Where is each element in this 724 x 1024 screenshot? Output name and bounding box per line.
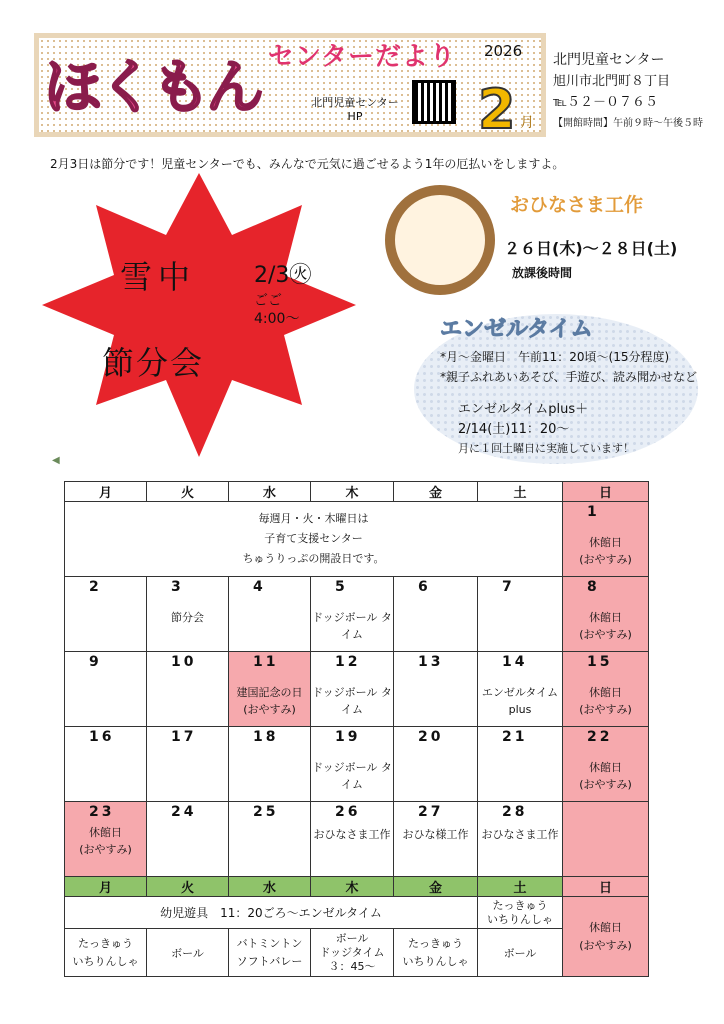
day-cell [478, 577, 563, 652]
header-thu: 木 [311, 482, 394, 502]
day-event: 建国記念の日(おやすみ) [236, 686, 303, 716]
triangle-icon: ◀ [52, 455, 60, 466]
day-number: 6 [418, 579, 431, 595]
day-number: 24 [171, 804, 197, 820]
day-cell [478, 802, 563, 877]
header-wed: 水 [229, 482, 311, 502]
event-time-value: 4:00～ [254, 311, 300, 327]
schedule-item [478, 929, 563, 977]
closed-label [65, 824, 146, 858]
schedule-line: ソフトバレー [236, 954, 303, 968]
day-event: おひなさま工作 [313, 828, 391, 841]
hina-title: おひなさま工作 [510, 194, 644, 216]
closed-line: 休館日 [589, 536, 622, 549]
schedule-header-sat: 土 [478, 877, 563, 897]
schedule-line: たっきゅう [78, 936, 133, 950]
day-number: 27 [418, 804, 444, 820]
schedule-header-sun: 日 [563, 877, 649, 897]
day-event: ドッジボール タイム [312, 611, 392, 641]
calendar-week-4 [65, 802, 649, 877]
closed-label [563, 684, 648, 718]
day-number: 23 [89, 804, 115, 820]
closed-line: (おやすみ) [579, 703, 632, 716]
day-number: 28 [502, 804, 528, 820]
schedule-line: ボール [335, 931, 369, 945]
day-event: ドッジボール タイム [312, 686, 392, 716]
schedule-header-tue: 火 [147, 877, 229, 897]
header-mon: 月 [65, 482, 147, 502]
day-cell [229, 577, 311, 652]
day-cell [478, 727, 563, 802]
schedule-sunday [563, 897, 649, 977]
event-time-label: ごご [254, 293, 282, 309]
day-number: 19 [335, 729, 361, 745]
schedule-line: たっきゅう [492, 898, 548, 912]
day-number: 1 [587, 504, 600, 520]
center-name: 北門児童センター [553, 52, 665, 68]
schedule-item [229, 929, 311, 977]
day-cell [65, 652, 147, 727]
day-number: 26 [335, 804, 361, 820]
schedule-item [394, 929, 478, 977]
hp-label: 北門児童センター HP [311, 96, 399, 123]
center-info [553, 50, 703, 134]
day-cell [394, 802, 478, 877]
schedule-saturday-top [478, 897, 563, 929]
header-tue: 火 [147, 482, 229, 502]
calendar-week-3 [65, 727, 649, 802]
closed-line: (おやすみ) [579, 938, 632, 952]
closed-line: 休館日 [89, 826, 122, 839]
center-hours: 【開館時間】午前９時～午後５時 [553, 118, 703, 129]
month: 2 [478, 78, 516, 141]
day-number: 3 [171, 579, 184, 595]
schedule-header-fri: 金 [394, 877, 478, 897]
schedule-line: いちりんしゃ [402, 954, 469, 968]
day-cell [147, 577, 229, 652]
day-number: 16 [89, 729, 115, 745]
closed-label [563, 609, 648, 643]
angel-line-2: *親子ふれあいあそび、手遊び、読み聞かせなど [440, 370, 698, 384]
calendar-header-row [65, 482, 649, 502]
newsletter-title: センターだより [268, 42, 456, 72]
day-cell [229, 652, 311, 727]
day-cell [563, 577, 649, 652]
day-cell [65, 727, 147, 802]
logo: ほくもん [44, 53, 261, 121]
schedule-header-row [65, 877, 649, 897]
day-event: おひな様工作 [402, 828, 469, 841]
angel-note: 月に１回土曜日に実施しています！ [458, 442, 634, 455]
schedule-line: いちりんしゃ [487, 912, 553, 926]
closed-line: (おやすみ) [579, 628, 632, 641]
day-number: 21 [502, 729, 528, 745]
schedule-line: ボール [171, 946, 204, 960]
day-cell [311, 577, 394, 652]
event-name: 雪中 [120, 258, 197, 296]
day-number: 7 [502, 579, 515, 595]
schedule-line: いちりんしゃ [72, 954, 139, 968]
schedule-header-thu: 木 [311, 877, 394, 897]
closed-label [563, 534, 648, 568]
day-number: 15 [587, 654, 613, 670]
event-name-2: 節分会 [102, 344, 205, 382]
hina-doll-illustration [385, 185, 495, 295]
schedule-item [65, 929, 147, 977]
year: 2026 [484, 42, 523, 60]
header-fri: 金 [394, 482, 478, 502]
closed-line: 休館日 [589, 611, 622, 624]
hina-sub: 放課後時間 [512, 266, 573, 280]
day-number: 12 [335, 654, 361, 670]
schedule-item [311, 929, 394, 977]
schedule-line: ３：45～ [328, 959, 376, 973]
center-tel: ℡５２－０７６５ [553, 95, 658, 110]
day-cell [478, 652, 563, 727]
schedule-line: ボール [503, 946, 537, 960]
day-cell [394, 652, 478, 727]
day-cell [229, 802, 311, 877]
day-number: 17 [171, 729, 197, 745]
day-cell [147, 727, 229, 802]
center-address: 旭川市北門町８丁目 [553, 74, 671, 89]
day-number: 4 [253, 579, 266, 595]
tulip-note-line: 毎週月・火・木曜日は [258, 512, 369, 525]
event-date: 2/3㊋ [254, 263, 312, 288]
day-event: おひなさま工作 [481, 828, 559, 841]
day-number: 11 [253, 654, 279, 670]
header-sat: 土 [478, 482, 563, 502]
angel-title: エンゼルタイム [440, 317, 593, 342]
day-event: エンゼルタイム plus [481, 686, 559, 716]
calendar-week-1 [65, 577, 649, 652]
day-number: 5 [335, 579, 348, 595]
schedule-items-row [65, 929, 649, 977]
schedule-item [147, 929, 229, 977]
month-suffix: 月 [520, 115, 534, 131]
angel-plus-time: 2/14(土)11：20～ [458, 422, 570, 437]
day-cell [563, 652, 649, 727]
day-cell [311, 727, 394, 802]
closed-line: 休館日 [589, 761, 622, 774]
day-number: 25 [253, 804, 279, 820]
header-sun: 日 [563, 482, 649, 502]
closed-line: (おやすみ) [579, 553, 632, 566]
day-cell [147, 802, 229, 877]
day-number: 20 [418, 729, 444, 745]
closed-line: 休館日 [589, 920, 622, 934]
schedule-morning: 幼児遊具 11：20ごろ～エンゼルタイム [65, 897, 478, 929]
schedule-morning-row [65, 897, 649, 929]
calendar-week-0 [65, 502, 649, 577]
angel-plus: エンゼルタイムplus＋ [458, 402, 589, 417]
qr-code[interactable] [412, 80, 456, 124]
event-time [254, 292, 299, 328]
closed-line: (おやすみ) [579, 778, 632, 791]
calendar-table [64, 481, 649, 977]
day-cell [311, 802, 394, 877]
schedule-line: ドッジタイム [319, 945, 385, 959]
schedule-header-mon: 月 [65, 877, 147, 897]
day-cell [563, 502, 649, 577]
day-number: 18 [253, 729, 279, 745]
event-star-shape [34, 165, 364, 465]
day-number: 22 [587, 729, 613, 745]
closed-line: (おやすみ) [79, 843, 132, 856]
intro-text: 2月3日は節分です！児童センターでも、みんなで元気に過ごせるよう1年の厄払いをしますよ。 [50, 157, 565, 171]
tulip-note-line: 子育て支援センター [264, 532, 363, 545]
calendar-week-2 [65, 652, 649, 727]
day-cell [147, 652, 229, 727]
day-cell [229, 727, 311, 802]
closed-line: 休館日 [589, 686, 622, 699]
day-cell [311, 652, 394, 727]
tulip-note [65, 502, 563, 577]
hina-date: ２６日(木)～２８日(土) [504, 239, 678, 258]
closed-label [563, 759, 648, 793]
day-event: 節分会 [171, 611, 204, 624]
day-cell [65, 802, 147, 877]
tulip-note-line: ちゅうりっぷの開設日です。 [242, 552, 385, 565]
day-number: 14 [502, 654, 528, 670]
angel-line-1: *月～金曜日 午前11：20頃～(15分程度) [440, 350, 670, 364]
day-event: ドッジボール タイム [312, 761, 392, 791]
schedule-line: たっきゅう [408, 936, 463, 950]
schedule-line: バトミントン [236, 936, 303, 950]
day-number: 10 [171, 654, 197, 670]
day-cell [563, 727, 649, 802]
day-number: 2 [89, 579, 102, 595]
day-number: 9 [89, 654, 102, 670]
day-cell [394, 727, 478, 802]
day-cell [394, 577, 478, 652]
day-number: 8 [587, 579, 600, 595]
day-cell [65, 577, 147, 652]
day-cell [563, 802, 649, 877]
day-number: 13 [418, 654, 444, 670]
schedule-header-wed: 水 [229, 877, 311, 897]
